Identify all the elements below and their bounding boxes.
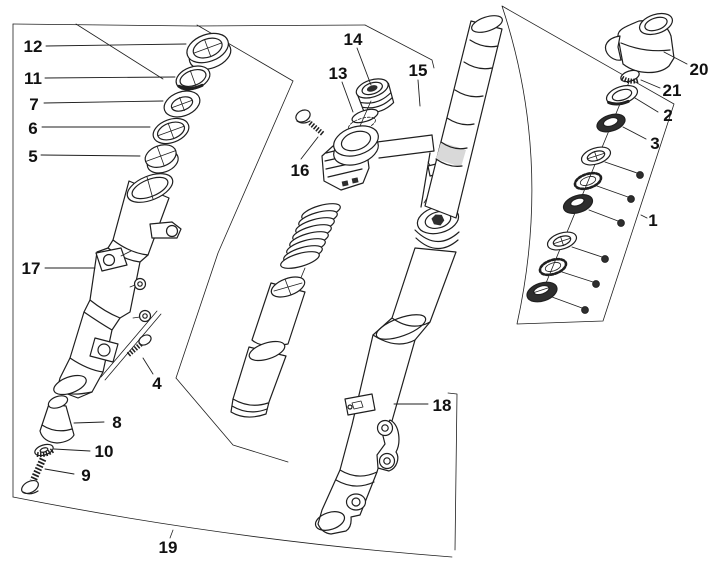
bearing-ring-upper [579, 144, 612, 168]
callout-4: 4 [152, 374, 162, 393]
ring-7 [161, 86, 204, 121]
ring-6 [150, 114, 193, 148]
right-fork-leg [313, 248, 456, 534]
callout-6: 6 [28, 119, 38, 138]
callout-14: 14 [343, 30, 363, 49]
cap-stack [142, 28, 235, 177]
spring [279, 200, 342, 280]
callout-16: 16 [290, 161, 310, 180]
bearing-cone-upper [561, 191, 595, 216]
screw-16 [294, 108, 323, 134]
ring-5 [142, 141, 181, 177]
steering-cup-20 [606, 10, 676, 73]
bearing-cone-lower [524, 279, 559, 306]
nut-21 [619, 68, 640, 83]
callout-13: 13 [328, 64, 348, 83]
right-fork-stanchion [425, 12, 504, 218]
bearing-kit-stack [524, 144, 612, 306]
callout-21: 21 [662, 81, 682, 100]
screw-4 [128, 333, 153, 355]
callout-11: 11 [24, 69, 42, 88]
callout-15: 15 [408, 61, 428, 80]
callout-9: 9 [81, 466, 91, 485]
callout-7: 7 [29, 95, 39, 114]
washer-2 [604, 82, 640, 108]
screw-9 [19, 459, 43, 496]
callout-10: 10 [94, 442, 114, 461]
damper-tube [252, 273, 307, 346]
bushing-8 [40, 393, 74, 443]
callout-5: 5 [28, 147, 38, 166]
callout-19: 19 [158, 538, 178, 557]
callout-17: 17 [21, 259, 41, 278]
callout-2: 2 [663, 106, 673, 125]
callout-3: 3 [650, 134, 660, 153]
callout-8: 8 [112, 413, 122, 432]
sleeve-tube [231, 338, 287, 417]
callout-18: 18 [432, 396, 452, 415]
callout-20: 20 [689, 60, 709, 79]
washer-10 [33, 442, 54, 457]
bearing-race-3 [595, 111, 628, 135]
bearing-ring-lower [545, 229, 578, 253]
callout-12: 12 [23, 37, 43, 56]
callout-1: 1 [648, 211, 658, 230]
left-fork-leg [51, 168, 181, 398]
